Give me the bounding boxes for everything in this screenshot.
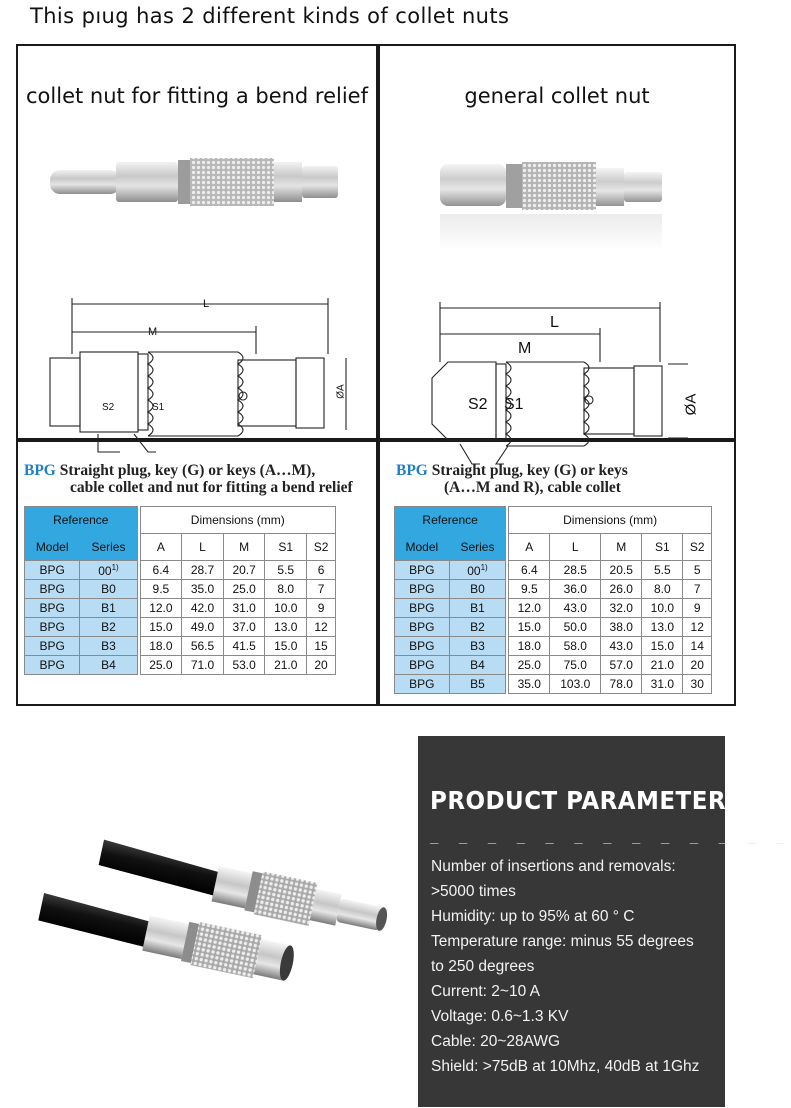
model-cell: BPG bbox=[25, 599, 80, 618]
l-cell: 36.0 bbox=[550, 580, 601, 599]
l-cell: 28.7 bbox=[182, 561, 224, 580]
s1-cell: 10.0 bbox=[265, 599, 307, 618]
col-model: Model bbox=[25, 534, 80, 561]
reference-header: Reference bbox=[395, 507, 506, 534]
l-cell: 28.5 bbox=[550, 561, 601, 580]
s1-cell: 10.0 bbox=[642, 599, 683, 618]
s1-cell: 13.0 bbox=[642, 618, 683, 637]
l-cell: 71.0 bbox=[182, 656, 224, 675]
dim-S2-label: S2 bbox=[468, 396, 488, 413]
col-s2: S2 bbox=[307, 534, 336, 561]
l-cell: 56.5 bbox=[182, 637, 224, 656]
table-row bbox=[25, 580, 336, 599]
dim-L-label: L bbox=[550, 314, 559, 331]
table-row bbox=[25, 599, 336, 618]
footnote-marker: 1) bbox=[111, 562, 119, 572]
series-cell: B0 bbox=[80, 580, 137, 599]
s1-cell: 21.0 bbox=[265, 656, 307, 675]
col-m: M bbox=[601, 534, 642, 561]
model-cell: BPG bbox=[395, 618, 450, 637]
s2-cell: 20 bbox=[307, 656, 336, 675]
param-line: Number of insertions and removals: bbox=[431, 858, 676, 875]
s2-cell: 20 bbox=[683, 656, 712, 675]
dim-A-label: ØA bbox=[335, 384, 347, 399]
s1-cell: 21.0 bbox=[642, 656, 683, 675]
title-line-1: Straight plug, key (G) or keys bbox=[427, 462, 628, 479]
bend-relief-plug-photo bbox=[46, 150, 346, 210]
s2-cell: 30 bbox=[683, 675, 712, 694]
s2-cell: 14 bbox=[683, 637, 712, 656]
comparison-grid bbox=[16, 44, 736, 706]
col-series: Series bbox=[80, 534, 137, 561]
param-line: Voltage: 0.6~1.3 KV bbox=[431, 1008, 569, 1025]
dimensions-header: Dimensions (mm) bbox=[509, 507, 712, 534]
s1-cell: 5.5 bbox=[642, 561, 683, 580]
table-row bbox=[395, 580, 712, 599]
l-cell: 42.0 bbox=[182, 599, 224, 618]
s2-cell: 7 bbox=[683, 580, 712, 599]
m-cell: 38.0 bbox=[601, 618, 642, 637]
param-line: >5000 times bbox=[431, 883, 516, 900]
table-row bbox=[395, 656, 712, 675]
l-cell: 75.0 bbox=[550, 656, 601, 675]
model-cell: BPG bbox=[25, 637, 80, 656]
col-s1: S1 bbox=[642, 534, 683, 561]
s2-cell: 15 bbox=[307, 637, 336, 656]
model-cell: BPG bbox=[25, 618, 80, 637]
m-cell: 57.0 bbox=[601, 656, 642, 675]
dim-M-label: M bbox=[148, 326, 158, 338]
table-row bbox=[395, 599, 712, 618]
model-cell: BPG bbox=[395, 656, 450, 675]
model-cell: BPG bbox=[25, 656, 80, 675]
a-cell: 25.0 bbox=[140, 656, 182, 675]
two-plugs-photo bbox=[16, 830, 412, 1010]
a-cell: 15.0 bbox=[509, 618, 550, 637]
product-parameters-panel bbox=[418, 736, 791, 1107]
s2-cell: 9 bbox=[683, 599, 712, 618]
s1-cell: 15.0 bbox=[265, 637, 307, 656]
series-cell: B0 bbox=[449, 580, 506, 599]
series-cell: B2 bbox=[80, 618, 137, 637]
series-cell: 00$^{1)}$ bbox=[449, 561, 506, 580]
col-a: A bbox=[509, 534, 550, 561]
param-line: Shield: >75dB at 10Mhz, 40dB at 1Ghz bbox=[431, 1058, 700, 1075]
param-line: Cable: 20~28AWG bbox=[431, 1033, 561, 1050]
table-row bbox=[395, 561, 712, 580]
general-collet-spec-panel bbox=[380, 442, 734, 704]
col-s2: S2 bbox=[683, 534, 712, 561]
series-cell: B2 bbox=[449, 618, 506, 637]
s2-cell: 5 bbox=[683, 561, 712, 580]
model-cell: BPG bbox=[25, 561, 80, 580]
a-cell: 18.0 bbox=[140, 637, 182, 656]
l-cell: 103.0 bbox=[550, 675, 601, 694]
m-cell: 37.0 bbox=[223, 618, 265, 637]
general-collet-table-title bbox=[396, 462, 628, 496]
l-cell: 43.0 bbox=[550, 599, 601, 618]
l-cell: 58.0 bbox=[550, 637, 601, 656]
general-collet-title: general collet nut bbox=[464, 84, 650, 108]
bend-relief-panel bbox=[18, 46, 376, 438]
series-cell: B5 bbox=[449, 675, 506, 694]
dim-M-label: M bbox=[518, 340, 532, 357]
table-row bbox=[395, 637, 712, 656]
series-cell: B4 bbox=[449, 656, 506, 675]
s1-cell: 13.0 bbox=[265, 618, 307, 637]
table-row bbox=[25, 656, 336, 675]
a-cell: 25.0 bbox=[509, 656, 550, 675]
title-line-2: (A…M and R), cable collet bbox=[444, 479, 621, 496]
model-cell: BPG bbox=[25, 580, 80, 599]
m-cell: 78.0 bbox=[601, 675, 642, 694]
table-row bbox=[395, 675, 712, 694]
title-line-2: cable collet and nut for fitting a bend relief bbox=[70, 479, 353, 496]
dim-S1-label: S1 bbox=[504, 396, 524, 413]
param-line: Humidity: up to 95% at 60 ° C bbox=[431, 908, 635, 925]
m-cell: 25.0 bbox=[223, 580, 265, 599]
param-line: to 250 degrees bbox=[431, 958, 535, 975]
param-line: Current: 2~10 A bbox=[431, 983, 540, 1000]
general-collet-plug-photo bbox=[432, 158, 672, 258]
bend-relief-title: collet nut for fitting a bend relief bbox=[26, 84, 368, 108]
series-cell: B3 bbox=[449, 637, 506, 656]
table-row bbox=[25, 618, 336, 637]
s2-cell: 12 bbox=[683, 618, 712, 637]
l-cell: 49.0 bbox=[182, 618, 224, 637]
bend-relief-spec-panel bbox=[18, 442, 376, 704]
series-cell: B1 bbox=[449, 599, 506, 618]
model-cell: BPG bbox=[395, 561, 450, 580]
l-cell: 50.0 bbox=[550, 618, 601, 637]
bend-relief-drawing bbox=[38, 254, 358, 424]
m-cell: 26.0 bbox=[601, 580, 642, 599]
a-cell: 15.0 bbox=[140, 618, 182, 637]
m-cell: 32.0 bbox=[601, 599, 642, 618]
a-cell: 6.4 bbox=[509, 561, 550, 580]
a-cell: 12.0 bbox=[509, 599, 550, 618]
general-collet-spec-table bbox=[394, 506, 712, 694]
a-cell: 18.0 bbox=[509, 637, 550, 656]
s2-cell: 9 bbox=[307, 599, 336, 618]
m-cell: 31.0 bbox=[223, 599, 265, 618]
dim-A-label: ØA bbox=[682, 393, 700, 416]
table-row bbox=[395, 618, 712, 637]
dimensions-header: Dimensions (mm) bbox=[140, 507, 335, 534]
parameters-list bbox=[431, 854, 721, 1079]
title-divider: _ _ _ _ _ _ _ _ _ _ _ _ _ bbox=[430, 828, 791, 844]
m-cell: 53.0 bbox=[223, 656, 265, 675]
col-l: L bbox=[182, 534, 224, 561]
s1-cell: 15.0 bbox=[642, 637, 683, 656]
series-cell: B4 bbox=[80, 656, 137, 675]
model-cell: BPG bbox=[395, 675, 450, 694]
a-cell: 35.0 bbox=[509, 675, 550, 694]
s2-cell: 6 bbox=[307, 561, 336, 580]
title-line-1: Straight plug, key (G) or key​s (A…M), bbox=[55, 462, 316, 479]
reference-header: Reference bbox=[25, 507, 138, 534]
a-cell: 12.0 bbox=[140, 599, 182, 618]
a-cell: 9.5 bbox=[509, 580, 550, 599]
s2-cell: 12 bbox=[307, 618, 336, 637]
brand-label: BPG bbox=[24, 462, 56, 479]
table-row bbox=[25, 637, 336, 656]
bend-relief-spec-table bbox=[24, 506, 336, 675]
s1-cell: 31.0 bbox=[642, 675, 683, 694]
table-row bbox=[25, 561, 336, 580]
model-cell: BPG bbox=[395, 580, 450, 599]
m-cell: 43.0 bbox=[601, 637, 642, 656]
s1-cell: 8.0 bbox=[265, 580, 307, 599]
general-collet-panel bbox=[380, 46, 734, 438]
series-cell: 00$^{1)}$ bbox=[80, 561, 137, 580]
col-a: A bbox=[140, 534, 182, 561]
col-s1: S1 bbox=[265, 534, 307, 561]
s1-cell: 5.5 bbox=[265, 561, 307, 580]
model-cell: BPG bbox=[395, 599, 450, 618]
a-cell: 6.4 bbox=[140, 561, 182, 580]
m-cell: 41.5 bbox=[223, 637, 265, 656]
brand-label: BPG bbox=[396, 462, 428, 479]
m-cell: 20.5 bbox=[601, 561, 642, 580]
page-headline: This pıug has 2 different kinds of collet nuts bbox=[30, 4, 510, 28]
col-model: Model bbox=[395, 534, 450, 561]
col-series: Series bbox=[449, 534, 506, 561]
model-cell: BPG bbox=[395, 637, 450, 656]
param-line: Temperature range: minus 55 degrees bbox=[431, 933, 694, 950]
bend-relief-table-title bbox=[24, 462, 353, 496]
dim-S1-label: S1 bbox=[152, 402, 165, 413]
dim-S2-label-visible: S2 bbox=[102, 402, 115, 413]
dim-L-label: L bbox=[203, 298, 210, 310]
l-cell: 35.0 bbox=[182, 580, 224, 599]
s1-cell: 8.0 bbox=[642, 580, 683, 599]
col-m: M bbox=[223, 534, 265, 561]
s2-cell: 7 bbox=[307, 580, 336, 599]
series-cell: B1 bbox=[80, 599, 137, 618]
footnote-marker: 1) bbox=[480, 562, 488, 572]
product-parameters-title: PRODUCT PARAMETERS bbox=[430, 786, 744, 815]
col-l: L bbox=[550, 534, 601, 561]
a-cell: 9.5 bbox=[140, 580, 182, 599]
m-cell: 20.7 bbox=[223, 561, 265, 580]
series-cell: B3 bbox=[80, 637, 137, 656]
